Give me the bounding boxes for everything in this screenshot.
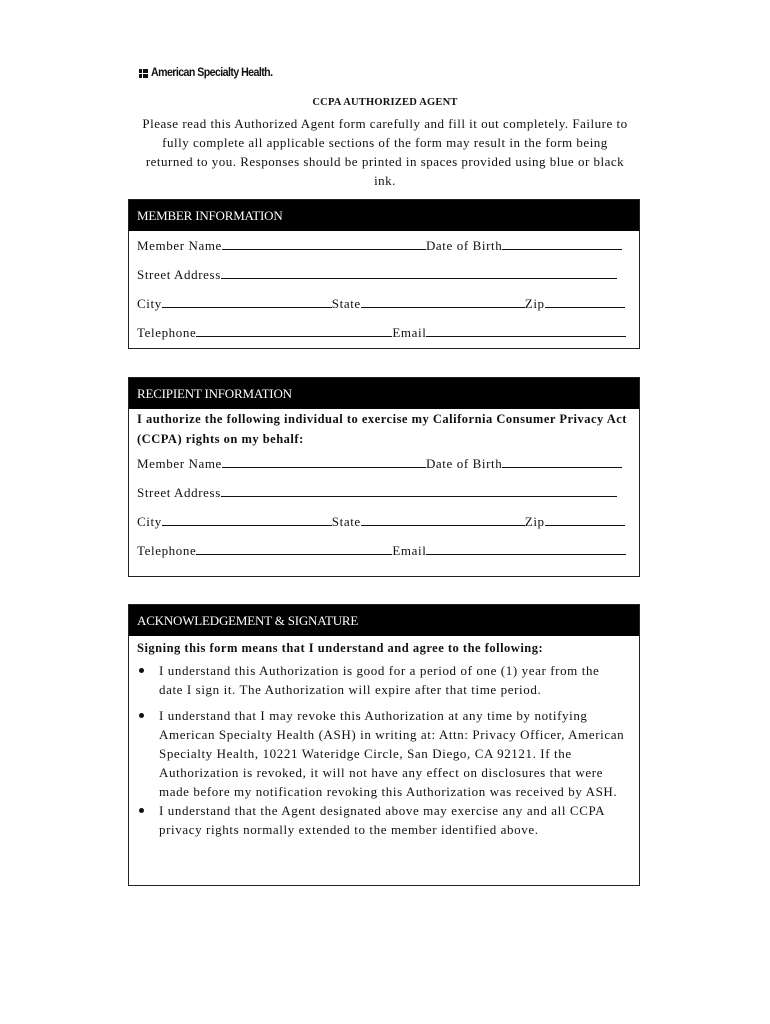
member-information-section bbox=[128, 199, 640, 349]
recipient-state-field[interactable] bbox=[361, 513, 525, 526]
recipient-city-label: City bbox=[137, 514, 162, 529]
member-dob-field[interactable] bbox=[502, 237, 622, 250]
logo-text: American Specialty Health. bbox=[151, 67, 273, 79]
member-name-row bbox=[129, 231, 639, 260]
acknowledgement-section bbox=[128, 604, 640, 886]
recipient-city-field[interactable] bbox=[162, 513, 332, 526]
form-title: CCPA AUTHORIZED AGENT bbox=[312, 97, 458, 108]
member-phone-row bbox=[129, 318, 639, 347]
recipient-address-field[interactable] bbox=[221, 484, 617, 497]
recipient-phone-label: Telephone bbox=[137, 543, 197, 558]
recipient-address-row bbox=[129, 478, 639, 507]
recipient-email-label: Email bbox=[392, 543, 427, 558]
member-city-field[interactable] bbox=[162, 295, 332, 308]
acknowledgement-section-header: ACKNOWLEDGEMENT & SIGNATURE bbox=[129, 605, 639, 636]
recipient-address-label: Street Address bbox=[137, 485, 221, 500]
recipient-zip-field[interactable] bbox=[545, 513, 625, 526]
recipient-name-field[interactable] bbox=[222, 455, 426, 468]
bullet-icon bbox=[139, 713, 144, 718]
list-item-text: I understand that I may revoke this Authorization at any time by notifying American Specialty Health (ASH) in writing at: Attn: Privacy Officer, American Specialty Health, 10221 Wateridge Circle, San Diego, CA 92121. If the Authorization is revoked, it will not have any effect on disclosures that were made before my notification revoking this Authorization was received by ASH. bbox=[159, 708, 625, 799]
acknowledgement-lead: Signing this form means that I understand and agree to the following: bbox=[137, 641, 544, 655]
recipient-dob-label: Date of Birth bbox=[425, 456, 503, 471]
list-item bbox=[129, 706, 639, 801]
member-zip-label: Zip bbox=[524, 296, 545, 311]
recipient-phone-field[interactable] bbox=[196, 542, 392, 555]
member-address-label: Street Address bbox=[137, 267, 221, 282]
recipient-section-header: RECIPIENT INFORMATION bbox=[129, 378, 639, 409]
recipient-email-field[interactable] bbox=[426, 542, 626, 555]
bullet-icon bbox=[139, 808, 144, 813]
recipient-dob-field[interactable] bbox=[502, 455, 622, 468]
recipient-name-row bbox=[129, 449, 639, 478]
member-email-label: Email bbox=[392, 325, 427, 340]
list-item bbox=[129, 661, 639, 699]
recipient-phone-row bbox=[129, 536, 639, 565]
list-item bbox=[129, 801, 639, 839]
member-name-field[interactable] bbox=[222, 237, 426, 250]
member-city-label: City bbox=[137, 296, 162, 311]
member-zip-field[interactable] bbox=[545, 295, 625, 308]
bullet-icon bbox=[139, 668, 144, 673]
member-dob-label: Date of Birth bbox=[425, 238, 503, 253]
member-phone-field[interactable] bbox=[196, 324, 392, 337]
company-logo bbox=[139, 66, 283, 80]
recipient-city-row bbox=[129, 507, 639, 536]
recipient-information-section bbox=[128, 377, 640, 577]
intro-paragraph: Please read this Authorized Agent form carefully and fill it out completely. Failure to fully complete all applicable sections of the form may result in the form being returned to you. Responses should be printed in spaces provided using blue or black ink. bbox=[142, 116, 628, 188]
member-email-field[interactable] bbox=[426, 324, 626, 337]
member-state-field[interactable] bbox=[361, 295, 525, 308]
member-address-row bbox=[129, 260, 639, 289]
recipient-name-label: Member Name bbox=[137, 456, 222, 471]
member-address-field[interactable] bbox=[221, 266, 617, 279]
member-section-header: MEMBER INFORMATION bbox=[129, 200, 639, 231]
recipient-authorization-text: I authorize the following individual to exercise my California Consumer Privacy Act (CCPA) rights on my behalf: bbox=[137, 412, 627, 446]
member-name-label: Member Name bbox=[137, 238, 222, 253]
acknowledgement-list bbox=[129, 661, 639, 839]
member-state-label: State bbox=[331, 296, 361, 311]
list-item-text: I understand this Authorization is good for a period of one (1) year from the date I sign it. The Authorization will expire after that time period. bbox=[159, 663, 600, 697]
member-city-row bbox=[129, 289, 639, 318]
member-phone-label: Telephone bbox=[137, 325, 197, 340]
logo-mark-icon bbox=[139, 69, 148, 78]
recipient-state-label: State bbox=[331, 514, 361, 529]
recipient-zip-label: Zip bbox=[524, 514, 545, 529]
list-item-text: I understand that the Agent designated above may exercise any and all CCPA privacy rights normally extended to the member identified above. bbox=[159, 803, 605, 837]
